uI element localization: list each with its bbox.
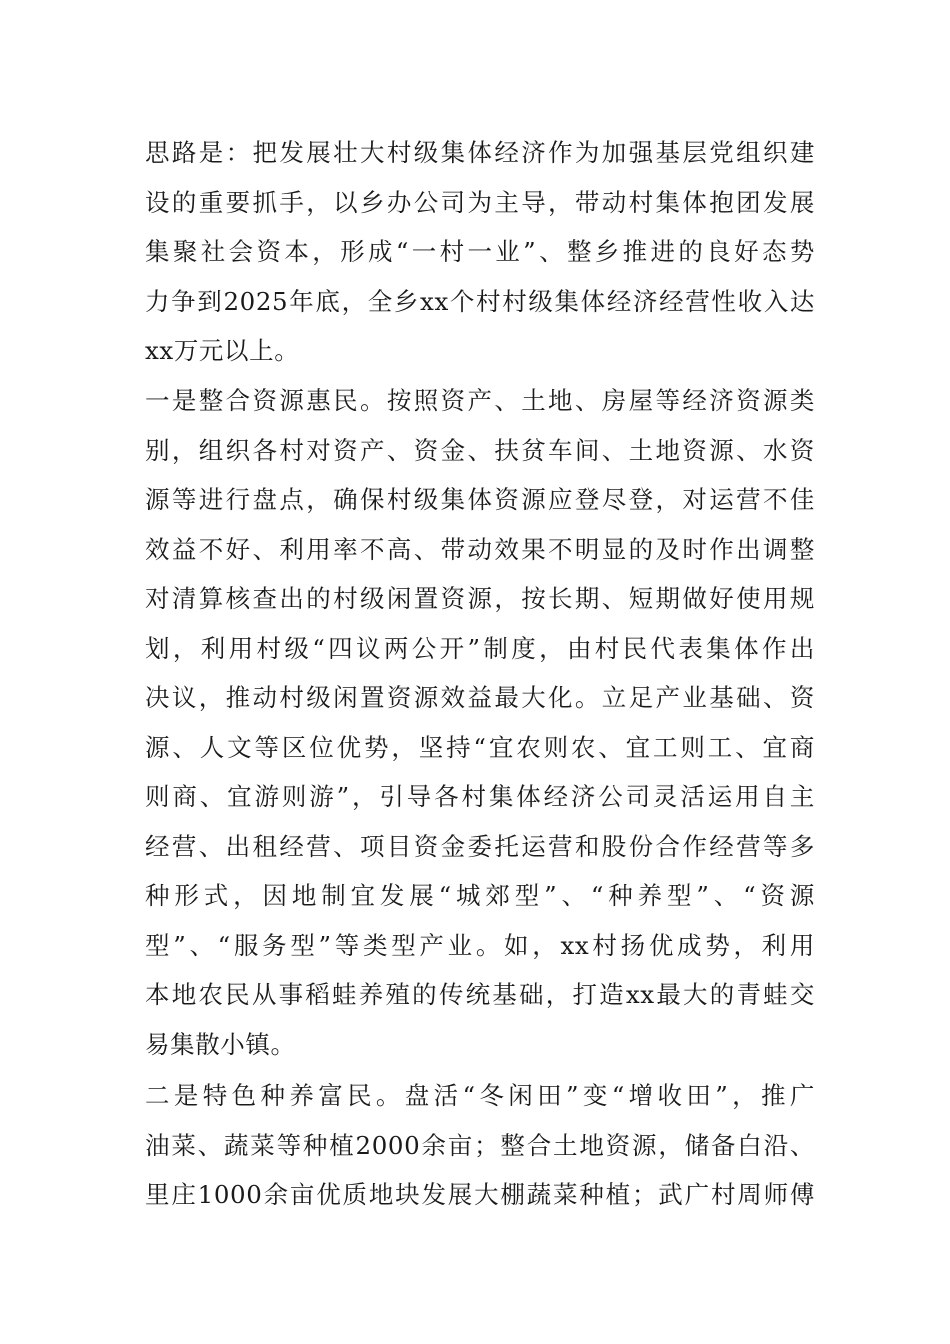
paragraph-line: 经营、出租经营、项目资金委托运营和股份合作经营等多 [145, 831, 815, 861]
paragraph-line: 易集散小镇。 [145, 1029, 296, 1059]
paragraph-line: 对清算核查出的村级闲置资源，按长期、短期做好使用规 [145, 584, 815, 613]
paragraph-line: 划，利用村级“四议两公开”制度，由村民代表集体作出 [145, 633, 815, 663]
paragraph-3 [145, 1071, 815, 1220]
paragraph-line: 思路是：把发展壮大村级集体经济作为加强基层党组织建 [145, 138, 815, 167]
paragraph-line: 效益不好、利用率不高、带动效果不明显的及时作出调整 [145, 534, 815, 564]
paragraph-line: 型”、“服务型”等类型产业。如，xx村扬优成势，利用 [145, 930, 815, 960]
paragraph-line: 决议，推动村级闲置资源效益最大化。立足产业基础、资 [145, 683, 815, 712]
paragraph-line: 油菜、蔬菜等种植2000余亩；整合土地资源，储备白沿、 [145, 1130, 815, 1160]
paragraph-1 [145, 128, 815, 376]
paragraph-line: 则商、宜游则游”，引导各村集体经济公司灵活运用自主 [145, 782, 815, 811]
paragraph-line: 力争到2025年底，全乡xx个村村级集体经济经营性收入达 [145, 286, 815, 316]
paragraph-line: 种形式，因地制宜发展“城郊型”、“种养型”、“资源 [145, 881, 815, 910]
paragraph-line: 源、人文等区位优势，坚持“宜农则农、宜工则工、宜商 [145, 732, 815, 762]
paragraph-line: 二是特色种养富民。盘活“冬闲田”变“增收田”，推广 [145, 1081, 815, 1110]
paragraph-line: 别，组织各村对资产、资金、扶贫车间、土地资源、水资 [145, 435, 815, 465]
paragraph-line: 源等进行盘点，确保村级集体资源应登尽登，对运营不佳 [145, 485, 815, 514]
paragraph-line: 一是整合资源惠民。按照资产、土地、房屋等经济资源类 [145, 386, 815, 415]
paragraph-line: 集聚社会资本，形成“一村一业”、整乡推进的良好态势 [145, 237, 815, 266]
paragraph-2 [145, 376, 815, 1069]
paragraph-line: 本地农民从事稻蛙养殖的传统基础，打造xx最大的青蛙交 [145, 980, 815, 1009]
paragraph-line: 里庄1000余亩优质地块发展大棚蔬菜种植；武广村周师傅 [145, 1180, 815, 1209]
paragraph-line: 设的重要抓手，以乡办公司为主导，带动村集体抱团发展 [145, 187, 815, 217]
paragraph-line: xx万元以上。 [145, 336, 300, 365]
